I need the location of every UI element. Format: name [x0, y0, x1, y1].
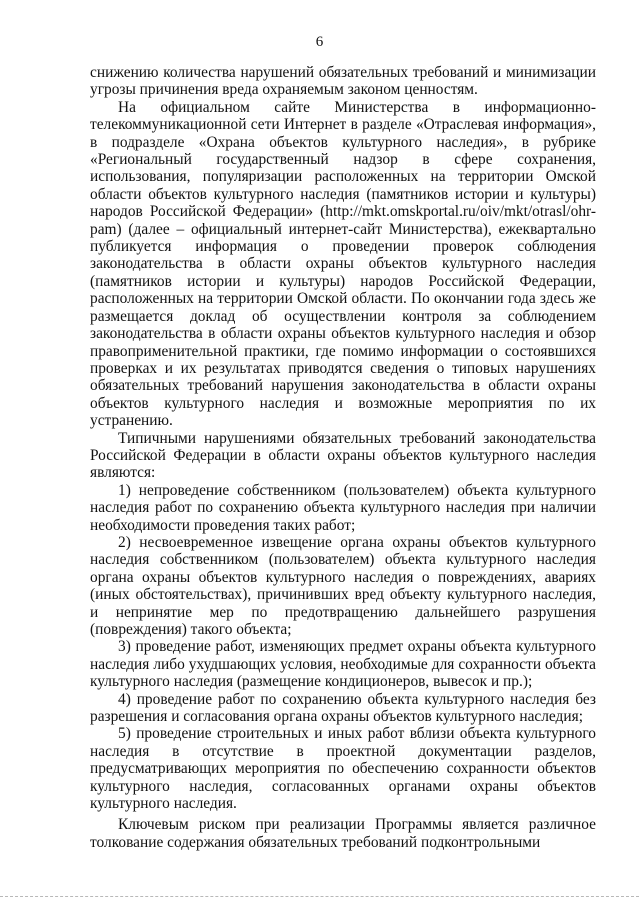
paragraph-typical-violations-intro: Типичными нарушениями обязательных требований законодательства Российской Федерации в области охраны объектов культурного наследия являются: — [90, 429, 596, 482]
list-item-2: 2) несвоевременное извещение органа охраны объектов культурного наследия собственником (пользователем) объекта культурного наследия органа охраны объектов культурного наследия о повреждениях, авариях (иных обстоятельствах), причинивших вред объекту культурного наследия, и непринятие мер по предотвращению дальнейшего разрушения (повреждения) такого объекта; — [90, 533, 596, 638]
body-text — [90, 64, 596, 851]
paragraph-website-publication: На официальном сайте Министерства в информационно-телекоммуникационной сети Интернет в разделе «Отраслевая информация», в подразделе «Охрана объектов культурного наследия», в рубрике «Региональный государственный надзор в сфере сохранения, использования, популяризации расположенных на территории Омской области объектов культурного наследия (памятников истории и культуры) народов Российской Федерации» (http://mkt.omskportal.ru/oiv/mkt/otrasl/ohr-pam) (далее – официальный интернет-сайт Министерства), ежеквартально публикуется информация о проведении проверок соблюдения законодательства в области охраны объектов культурного наследия (памятников истории и культуры) народов Российской Федерации, расположенных на территории Омской области. По окончании года здесь же размещается доклад об осуществлении контроля за соблюдением законодательства в области охраны объектов культурного наследия и обзор правоприменительной практики, где помимо информации о состоявшихся проверках и их результатах приводятся сведения о типовых нарушениях обязательных требований нарушения законодательства в области охраны объектов культурного наследия и возможные мероприятия по их устранению. — [90, 98, 596, 430]
paragraph-key-risk: Ключевым риском при реализации Программы является различное толкование содержания обязательных требований подконтрольными — [90, 816, 596, 851]
list-item-4: 4) проведение работ по сохранению объекта культурного наследия без разрешения и согласования органа охраны объектов культурного наследия; — [90, 690, 596, 726]
list-item-5: 5) проведение строительных и иных работ вблизи объекта культурного наследия в отсутствие в проектной документации разделов, предусматривающих мероприятия по обеспечению сохранности объектов культурного наследия, согласованных органами охраны объектов культурного наследия. — [90, 725, 596, 813]
scan-edge-rule — [0, 896, 639, 897]
paragraph-continuation: снижению количества нарушений обязательных требований и минимизации угрозы причинения вреда охраняемым законом ценностям. — [90, 64, 596, 99]
list-item-1: 1) непроведение собственником (пользователем) объекта культурного наследия работ по сохранению объекта культурного наследия при наличии необходимости проведения таких работ; — [90, 481, 596, 534]
list-item-3: 3) проведение работ, изменяющих предмет охраны объекта культурного наследия либо ухудшающих условия, необходимые для сохранности объекта культурного наследия (размещение кондиционеров, вывесок и пр.); — [90, 638, 596, 691]
page-number: 6 — [315, 34, 324, 50]
